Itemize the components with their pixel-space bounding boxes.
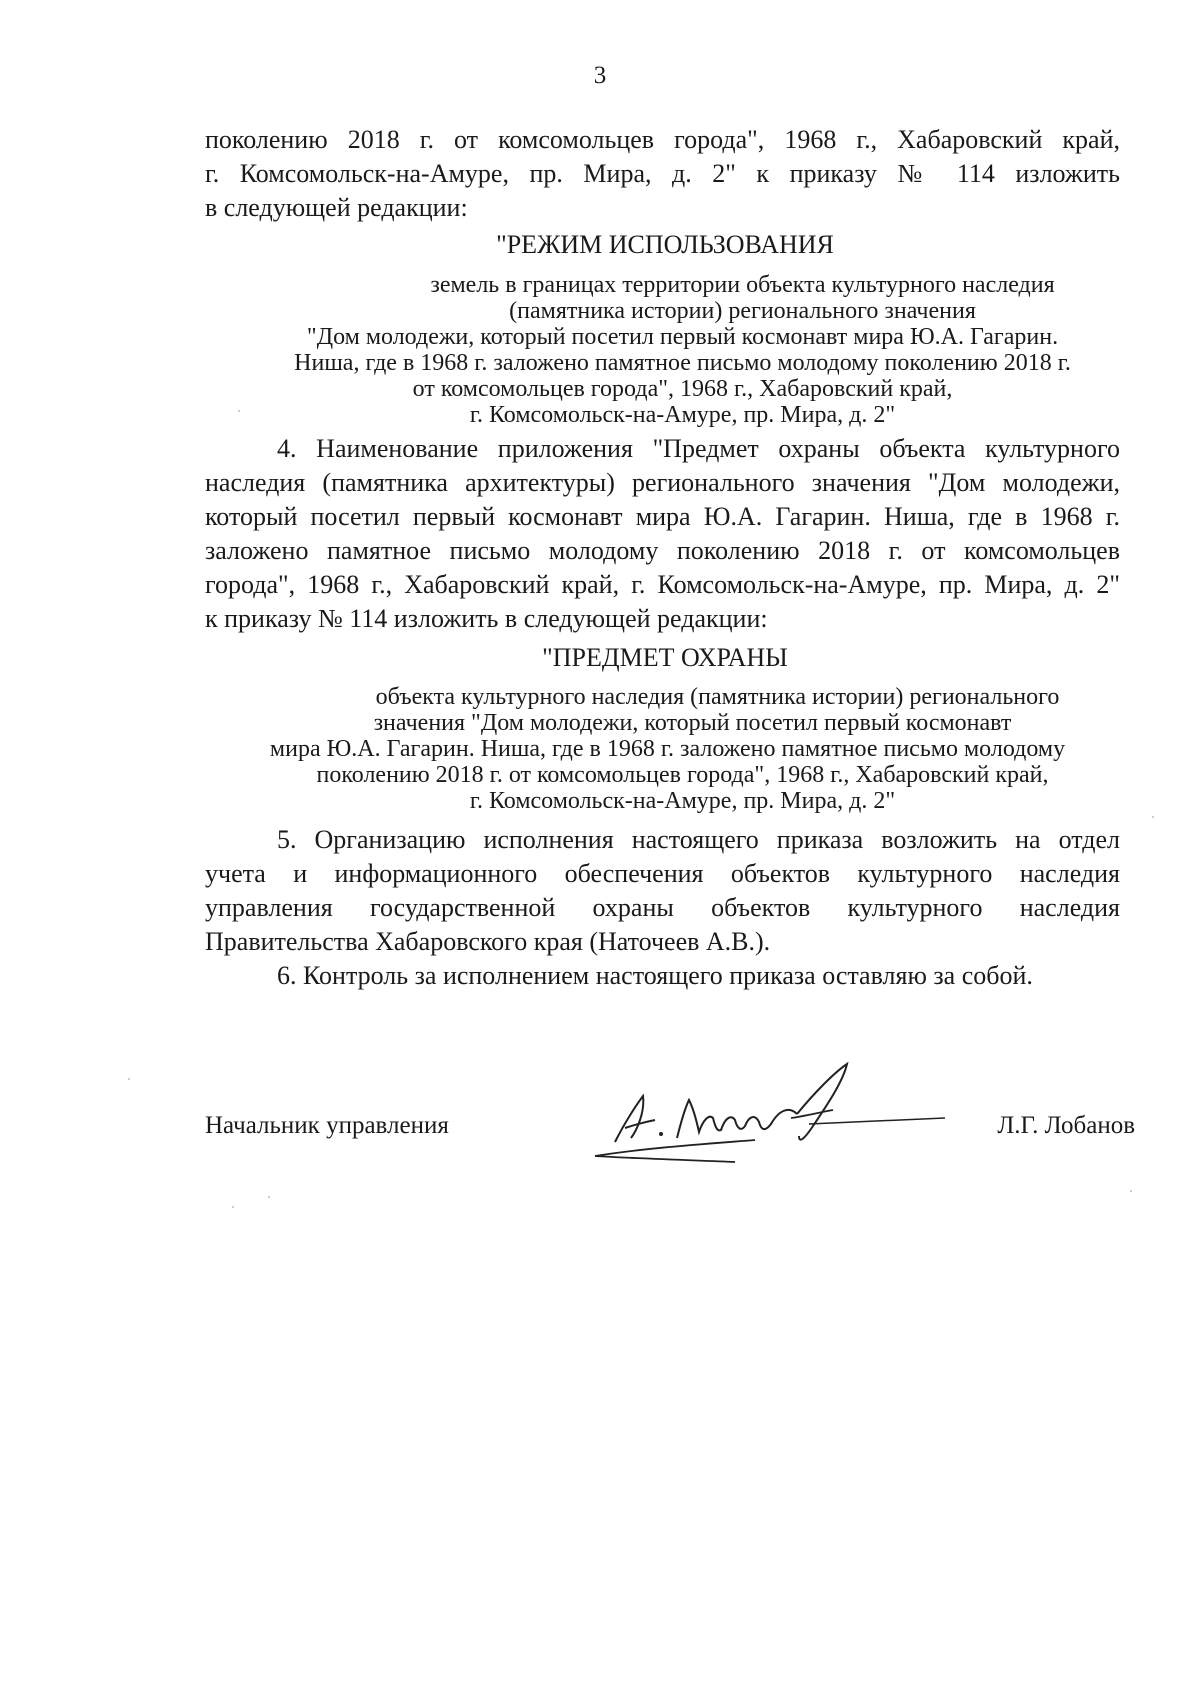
item-4-line: наследия (памятника архитектуры) регионального значения "Дом молодежи, (205, 468, 1120, 497)
item-5-line: Правительства Хабаровского края (Наточеев А.В.). (205, 927, 771, 956)
item-4-line: который посетил первый космонавт мира Ю.А. Гагарин. Ниша, где в 1968 г. (205, 502, 1120, 531)
signatory-position: Начальник управления (205, 1112, 449, 1139)
item-4-line: заложено памятное письмо молодому поколению 2018 г. от комсомольцев (205, 536, 1120, 565)
item-4-line: города", 1968 г., Хабаровский край, г. Комсомольск-на-Амуре, пр. Мира, д. 2" (205, 570, 1120, 599)
item-4-line: к приказу № 114 изложить в следующей редакции: (205, 604, 768, 633)
item-6-paragraph (205, 959, 1120, 993)
subject-line: объекта культурного наследия (памятника истории) регионального (375, 684, 1060, 710)
scan-speck (1130, 1190, 1132, 1192)
signatory-name: Л.Г. Лобанов (997, 1112, 1135, 1139)
page-number: 3 (593, 62, 607, 89)
scan-speck (1152, 816, 1154, 818)
item-5-line: управления государственной охраны объектов культурного наследия (205, 893, 1120, 922)
intro-line: поколению 2018 г. от комсомольцев города", 1968 г., Хабаровский край, (205, 125, 1120, 154)
scan-speck (268, 1196, 270, 1198)
item-4-paragraph (205, 432, 1120, 636)
scan-speck (238, 410, 240, 412)
regime-line: от комсомольцев города", 1968 г., Хабаровский край, (412, 376, 953, 402)
subject-line: поколению 2018 г. от комсомольцев города", 1968 г., Хабаровский край, (316, 762, 1049, 788)
handwritten-signature (585, 1052, 945, 1182)
scan-speck (128, 1078, 130, 1080)
subject-line: значения "Дом молодежи, который посетил первый космонавт (373, 710, 1012, 736)
intro-line: г. Комсомольск-на-Амуре, пр. Мира, д. 2" к приказу № 114 изложить (205, 159, 1120, 188)
subject-line: г. Комсомольск-на-Амуре, пр. Мира, д. 2" (469, 788, 896, 814)
item-4-line: 4. Наименование приложения "Предмет охраны объекта культурного (277, 434, 1120, 463)
regime-line: г. Комсомольск-на-Амуре, пр. Мира, д. 2" (469, 402, 896, 428)
subject-title: "ПРЕДМЕТ ОХРАНЫ (542, 643, 788, 672)
item-6-line: 6. Контроль за исполнением настоящего приказа оставляю за собой. (277, 961, 1033, 990)
regime-line: (памятника истории) регионального значения (509, 298, 976, 324)
item-5-paragraph (205, 823, 1120, 959)
regime-subtitle (205, 272, 1120, 428)
item-5-line: 5. Организацию исполнения настоящего приказа возложить на отдел (277, 825, 1120, 854)
signature-block (205, 1112, 1135, 1182)
item-5-line: учета и информационного обеспечения объектов культурного наследия (205, 859, 1120, 888)
intro-paragraph (205, 123, 1120, 225)
scan-speck (232, 1206, 234, 1208)
regime-line: "Дом молодежи, который посетил первый космонавт мира Ю.А. Гагарин. (306, 324, 1059, 350)
regime-line: Ниша, где в 1968 г. заложено памятное письмо молодому поколению 2018 г. (294, 350, 1071, 376)
subject-subtitle (205, 684, 1120, 814)
regime-title: "РЕЖИМ ИСПОЛЬЗОВАНИЯ (496, 230, 834, 259)
intro-line: в следующей редакции: (205, 193, 468, 222)
regime-line: земель в границах территории объекта культурного наследия (430, 272, 1055, 298)
subject-line: мира Ю.А. Гагарин. Ниша, где в 1968 г. заложено памятное письмо молодому (269, 736, 1066, 762)
